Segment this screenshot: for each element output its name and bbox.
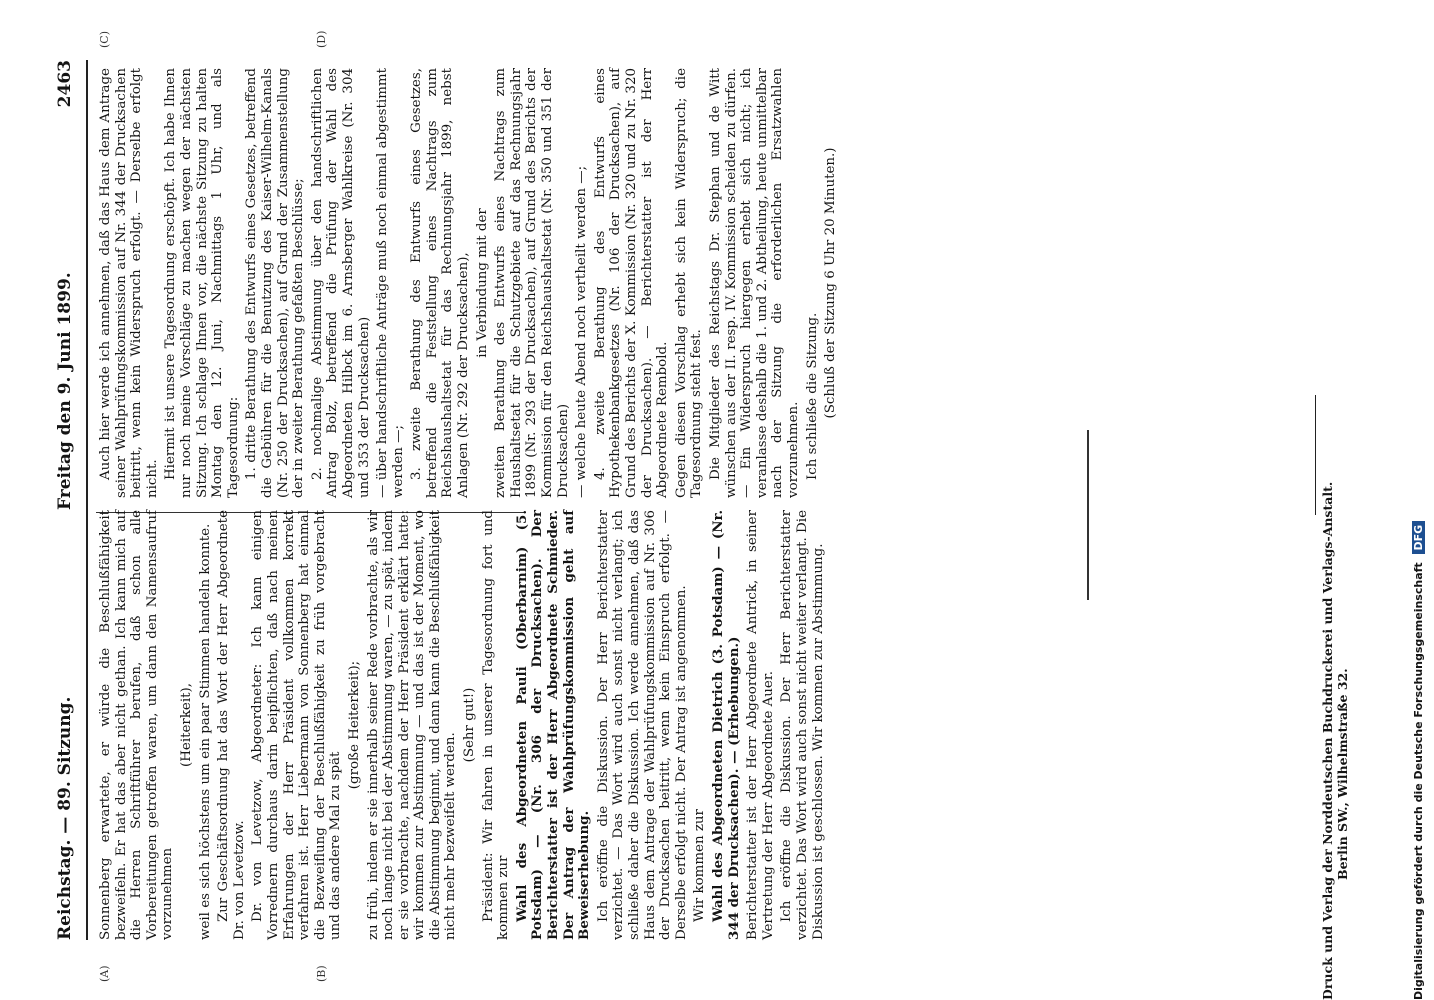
paragraph: Ich eröffne die Diskussion. Der Herr Berichterstatter verzichtet. — Das Wort wird auch sonst nicht verlangt; ich schließe daher die Diskussion. Ich werde annehmen, daß das Haus dem Antrage der Wahlprüfungskommission auf Nr. 306 der Drucksachen beitritt, wenn kein Einspruch erfolgt. — Derselbe erfolgt nicht. Der Antrag ist angenommen. — [595, 510, 689, 940]
paragraph: weil es sich höchstens um ein paar Stimmen handeln konnte. — [197, 523, 213, 940]
digitization-text: Digitalisierung gefördert durch die Deutsche Forschungsgemeinschaft — [1412, 562, 1425, 1000]
paragraph: Präsident: Wir fahren in unserer Tagesordnung fort und kommen zur — [480, 510, 512, 940]
paragraph: Wahl des Abgeordneten Dietrich (3. Potsdam) — (Nr. 344 der Drucksachen). — (Erhebungen.) — [709, 510, 742, 940]
page-number: 2463 — [55, 60, 75, 108]
paragraph: in Verbindung mit der — [474, 208, 490, 358]
paragraph: Hiermit ist unsere Tagesordnung erschöpft. Ich habe Ihnen nur noch meine Vorschläge zu machen wegen der nächsten Sitzung. Ich schlage Ihnen vor, die nächste Sitzung zu halten Montag den 12. Juni, Nachmittags 1 Uhr, und als Tagesordnung: — [163, 68, 241, 498]
left-column — [98, 510, 829, 940]
margin-marker-b: (B) — [315, 965, 328, 982]
page-mark-line — [1087, 430, 1089, 600]
paragraph: Gegen diesen Vorschlag erhebt sich kein Widerspruch; die Tagesordnung steht fest. — [673, 68, 705, 498]
imprint-line-2: Berlin SW., Wilhelmstraße 32. — [1335, 668, 1350, 880]
paragraph: Dr. von Levetzow, Abgeordneter: Ich kann einigen Vorrednern durchaus darin beipflichten, daß nach meinen Erfahrungen der Herr Präsident vollkommen korrekt verfahren ist. Herr Liebermann von Sonnenberg hat einmal die Bezweiflung der Beschlußfähigkeit zu früh vorgebracht und das andere Mal zu spät — [250, 510, 344, 940]
paragraph: Sonnenberg erwartete, er würde die Beschlußfähigkeit bezweifeln. Er hat das aber nicht gethan. Ich kann mich auf die Herren Schriftführer berufen, daß schon alle Vorbereitungen getroffen waren, um dann den Namensaufruf vorzunehmen — [98, 510, 176, 940]
margin-marker-d: (D) — [315, 30, 328, 48]
paragraph: Wir kommen zur — [692, 809, 708, 922]
paragraph: (Heiterkeit), — [178, 683, 194, 767]
right-column — [98, 68, 842, 498]
paragraph: (Schluß der Sitzung 6 Uhr 20 Minuten.) — [823, 147, 839, 419]
running-header — [55, 60, 85, 940]
paragraph: zweiten Berathung des Entwurfs eines Nachtrags zum Haushaltsetat für die Schutzgebiete auf das Rechnungsjahr 1899 (Nr. 293 der Drucksachen), auf Grund des Berichts der Kommission für den Reichshaushaltsetat (Nr. 350 und 351 der Drucksachen) — [493, 68, 571, 498]
header-rule — [86, 60, 88, 940]
paragraph: 2. nochmalige Abstimmung über den handschriftlichen Antrag Bolz, betreffend die Prüfung der Wahl des Abgeordneten Hilbck im 6. Arnsberger Wahlkreise (Nr. 304 und 353 der Drucksachen) — [309, 68, 372, 498]
digitization-note — [1412, 0, 1432, 1000]
paragraph: — über handschriftliche Anträge muß noch einmal abgestimmt werden —; — [375, 68, 406, 498]
paragraph: Die Mitglieder des Reichstags Dr. Stephan und de Witt wünschen aus der II. resp. IV. Kommission scheiden zu dürfen. — Ein Widerspruch hiergegen erhebt sich nicht; ich veranlasse deshalb die 1. und 2. Abtheilung, heute unmittelbar nach der Sitzung die erforderlichen Ersatzwahlen vorzunehmen. — [707, 68, 801, 498]
paragraph: (Sehr gut!) — [462, 687, 478, 763]
paragraph: Ich eröffne die Diskussion. Der Herr Berichterstatter verzichtet. Das Wort wird auch sonst nicht weiter verlangt. Die Diskussion ist geschlossen. Wir kommen zur Abstimmung. — [779, 510, 826, 940]
paragraph: Wahl des Abgeordneten Pauli (Oberbarnim) (5. Potsdam) — (Nr. 306 der Drucksachen). Der Berichterstatter ist der Herr Abgeordnete Schmieder. Der Antrag der Wahlprüfungskommission geht auf Beweiserhebung. — [513, 510, 593, 940]
margin-marker-a: (A) — [98, 965, 111, 982]
paragraph: Ich schließe die Sitzung. — [804, 312, 820, 480]
paragraph: — welche heute Abend noch vertheilt werden —; — [574, 165, 590, 498]
printer-imprint — [1320, 400, 1380, 1000]
paragraph: Zur Geschäftsordnung hat das Wort der Herr Abgeordnete Dr. von Levetzow. — [216, 510, 247, 940]
header-date: Freitag den 9. Juni 1899. — [55, 272, 75, 510]
paragraph: 4. zweite Berathung des Entwurfs eines Hypothekenbankgesetzes (Nr. 106 der Drucksachen), auf Grund des Berichts der X. Kommission (Nr. 320 und zu Nr. 320 der Drucksachen). — Berichterstatter ist der Herr Abgeordnete Rembold. — [592, 68, 671, 498]
paragraph: 3. zweite Berathung des Entwurfs eines Gesetzes, betreffend die Feststellung eines Nachtrags zum Reichshaushaltsetat für das Rechnungsjahr 1899, nebst Anlagen (Nr. 292 der Drucksachen), — [409, 68, 472, 498]
paragraph: zu früh, indem er sie innerhalb seiner Rede vorbrachte, als wir noch lange nicht bei der Abstimmung waren, — zu spät, indem er sie vorbrachte, nachdem der Herr Präsident erklärt hatte: wir kommen zur Abstimmung — und das ist der Moment, wo die Abstimmung beginnt, und dann kann die Beschlußfähigkeit nicht mehr bezweifelt werden. — [365, 510, 459, 940]
dfg-logo: DFG — [1412, 521, 1425, 555]
paragraph: (große Heiterkeit); — [346, 660, 362, 790]
imprint-rule — [1315, 395, 1316, 515]
margin-marker-c: (C) — [98, 31, 111, 48]
paragraph: Auch hier werde ich annehmen, daß das Haus dem Antrage seiner Wahlprüfungskommission auf Nr. 344 der Drucksachen beitritt, wenn kein Widerspruch erfolgt. — Derselbe erfolgt nicht. — [98, 68, 160, 498]
paragraph: Berichterstatter ist der Herr Abgeordnete Antrick, in seiner Vertretung der Herr Abgeordnete Auer. — [745, 510, 776, 940]
imprint-line-1: Druck und Verlag der Norddeutschen Buchdruckerei und Verlags-Anstalt. — [1320, 481, 1335, 1000]
header-left: Reichstag. — 89. Sitzung. — [55, 696, 75, 940]
paragraph: 1. dritte Berathung des Entwurfs eines Gesetzes, betreffend die Gebühren für die Benutzung des Kaiser-Wilhelm-Kanals (Nr. 250 der Drucksachen), auf Grund der Zusammenstellung der in zweiter Berathung gefaßten Beschlüsse; — [244, 68, 307, 498]
